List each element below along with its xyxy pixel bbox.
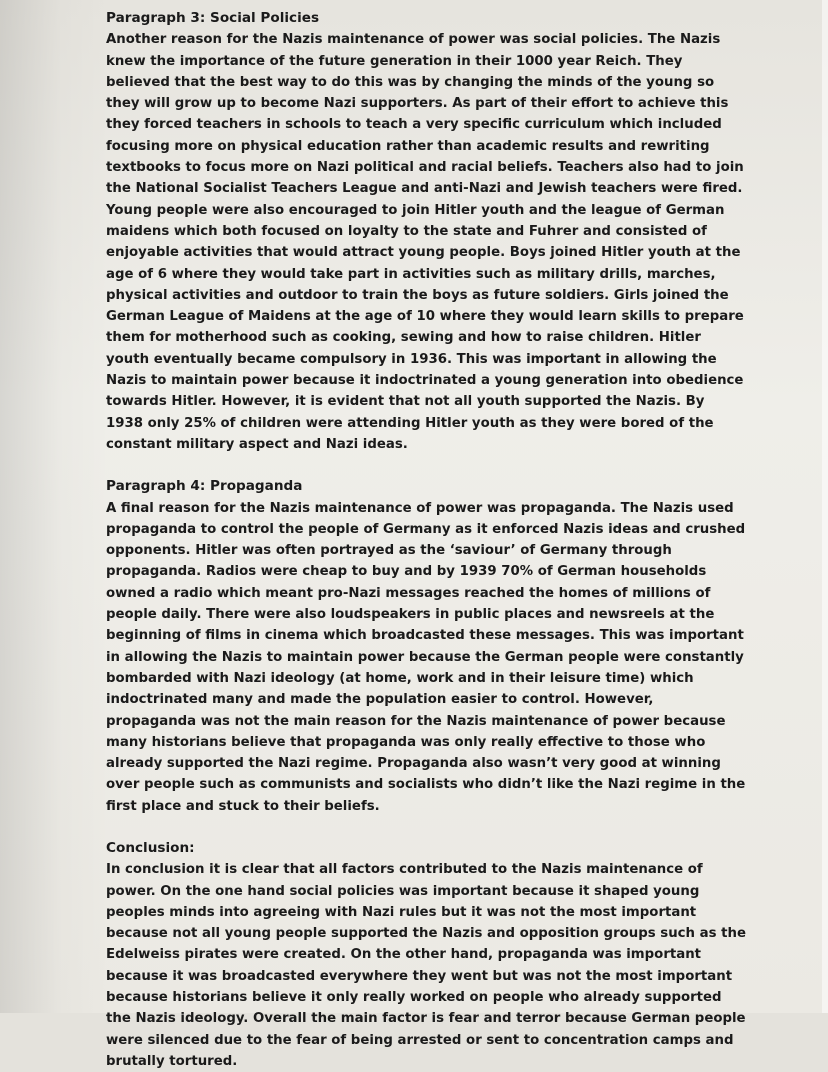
- section-heading: Paragraph 3: Social Policies: [106, 10, 320, 26]
- section-conclusion: [106, 838, 746, 1072]
- section-body: Another reason for the Nazis maintenance of power was social policies. The Nazis knew the importance of the future generation in their 1000 year Reich. They believed that the best way to do this was by changing the minds of the young so they will grow up to become Nazi supporters. As part of their effort to achieve this they forced teachers in schools to teach a very specific curriculum which included focusing more on physical education rather than academic results and rewriting textbooks to focus more on Nazi political and racial beliefs. Teachers also had to join the National Socialist Teachers League and anti-Nazi and Jewish teachers were fired. Young people were also encouraged to join Hitler youth and the league of German maidens which both focused on loyalty to the state and Fuhrer and consisted of enjoyable activities that would attract young people. Boys joined Hitler youth at the age of 6 where they would take part in activities such as military drills, marches, physical activities and outdoor to train the boys as future soldiers. Girls joined the German League of Maidens at the age of 10 where they would learn skills to prepare them for motherhood such as cooking, sewing and how to raise children. Hitler youth eventually became compulsory in 1936. This was important in allowing the Nazis to maintain power because it indoctrinated a young generation into obedience towards Hitler. However, it is evident that not all youth supported the Nazis. By 1938 only 25% of children were attending Hitler youth as they were bored of the constant military aspect and Nazi ideas.: [106, 32, 744, 452]
- section-body: In conclusion it is clear that all factors contributed to the Nazis maintenance of power. On the one hand social policies was important because it shaped young peoples minds into agreeing with Nazi rules but it was not the most important because not all young people supported the Nazis and opposition groups such as the Edelweiss pirates were created. On the other hand, propaganda was important because it was broadcasted everywhere they went but was not the most important because historians believe it only really worked on people who already supported the Nazis ideology. Overall the main factor is fear and terror because German people were silenced due to the fear of being arrested or sent to concentration camps and brutally tortured.: [106, 862, 747, 1069]
- section-propaganda: [106, 476, 746, 817]
- section-heading: Paragraph 4: Propaganda: [106, 478, 303, 495]
- section-social-policies: [106, 8, 746, 455]
- section-heading: Conclusion:: [106, 839, 195, 856]
- page-edge: [822, 0, 828, 1013]
- section-body: A final reason for the Nazis maintenance of power was propaganda. The Nazis used propaganda to control the people of Germany as it enforced Nazis ideas and crushed opponents. Hitler was often portrayed as the ‘saviour’ of Germany through propaganda. Radios were cheap to buy and by 1939 70% of German households owned a radio which meant pro-Nazi messages reached the homes of millions of people daily. There were also loudspeakers in public places and newsreels at the beginning of films in cinema which broadcasted these messages. This was important in allowing the Nazis to maintain power because the German people were constantly bombarded with Nazi ideology (at home, work and in their leisure time) which indoctrinated many and made the population easier to control. However, propaganda was not the main reason for the Nazis maintenance of power because many historians believe that propaganda was only really effective to those who already supported the Nazi regime. Propaganda also wasn’t very good at winning over people such as communists and socialists who didn’t like the Nazi regime in the first place and stuck to their beliefs.: [106, 500, 746, 814]
- essay-text: [106, 8, 746, 1072]
